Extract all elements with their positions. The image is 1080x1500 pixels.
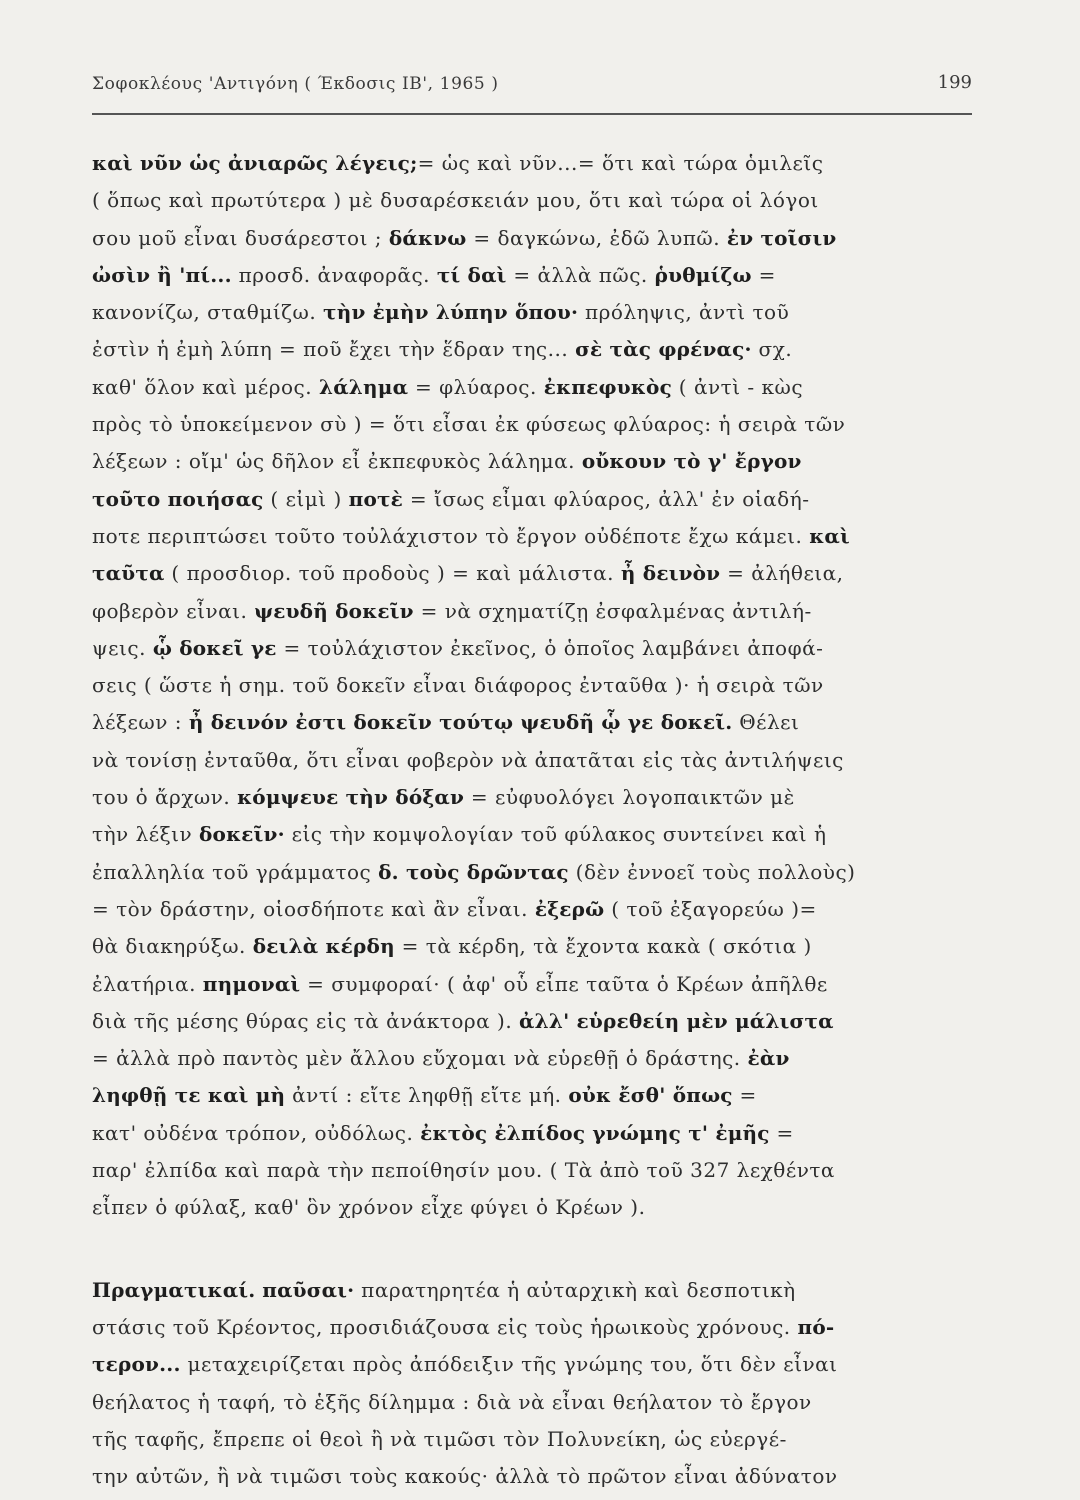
text-line (92, 1458, 972, 1495)
lemma-term: τὴν ἐμὴν λύπην ὅπου· (323, 300, 579, 325)
text-line (92, 1384, 972, 1421)
gloss-text: κανονίζω, σταθμίζω. (92, 300, 324, 325)
text-line (92, 779, 972, 816)
text-line (92, 1003, 972, 1040)
text-line (92, 555, 972, 592)
gloss-text: ἀντί : εἴτε ληφθῇ εἴτε μή. (285, 1083, 569, 1108)
gloss-text: πρὸς τὸ ὑποκείμενον σὺ ) = ὅτι εἶσαι ἐκ φύσεως φλύαρος: ἡ σειρὰ τῶν (92, 412, 846, 437)
gloss-text: λέξεων : οἴμ' ὡς δῆλον εἶ ἐκπεφυκὸς λάλημα. (92, 449, 582, 474)
lemma-term: ἐκτὸς ἐλπίδος γνώμης τ' ἐμῆς (420, 1120, 770, 1145)
text-line (92, 145, 972, 182)
gloss-text: ( τοῦ ἐξαγορεύω )= (604, 896, 817, 921)
lemma-term: ταῦτα (92, 561, 165, 586)
text-line (92, 1115, 972, 1152)
gloss-text: = ἴσως εἶμαι φλύαρος, ἀλλ' ἐν οἱαδή- (403, 486, 810, 511)
lemma-term: τί δαὶ (436, 262, 507, 287)
gloss-text: καθ' ὅλον καὶ μέρος. (92, 374, 319, 399)
text-line (92, 182, 972, 219)
text-line (92, 742, 972, 779)
gloss-text: Θέλει (732, 710, 800, 735)
text-line (92, 481, 972, 518)
gloss-text: = εὐφυολόγει λογοπαικτῶν μὲ (464, 785, 795, 810)
commentary-body (92, 145, 972, 1495)
lemma-term: δ. τοὺς δρῶντας (378, 859, 569, 884)
text-line (92, 854, 972, 891)
text-line (92, 1152, 972, 1189)
gloss-text: κατ' οὐδένα τρόπον, οὐδόλως. (92, 1120, 421, 1145)
gloss-text: ἐλατήρια. (92, 971, 203, 996)
lemma-term: τερον... (92, 1352, 181, 1377)
text-line (92, 369, 972, 406)
lemma-term: Πραγματικαί. (92, 1277, 256, 1302)
gloss-text: λέξεων : (92, 710, 189, 735)
text-line (92, 704, 972, 741)
lemma-term: ᾧ δοκεῖ γε (152, 635, 277, 660)
gloss-text: = τοὐλάχιστον ἐκεῖνος, ὁ ὁποῖος λαμβάνει ἀποφά- (276, 635, 824, 660)
lemma-term: ψευδῆ δοκεῖν (254, 598, 414, 623)
text-line (92, 1346, 972, 1383)
lemma-term: οὔκουν τὸ γ' ἔργον (581, 449, 802, 474)
text-line (92, 966, 972, 1003)
gloss-text: παρατηρητέα ἡ αὐταρχικὴ καὶ δεσποτικὴ (354, 1277, 796, 1302)
gloss-text: = (732, 1083, 757, 1108)
gloss-text: (δὲν ἐννοεῖ τοὺς πολλοὺς) (568, 859, 856, 884)
gloss-text: παρ' ἐλπίδα καὶ παρὰ τὴν πεποίθησίν μου. ( Τὰ ἀπὸ τοῦ 327 λεχθέντα (92, 1158, 835, 1183)
gloss-text: = ὡς καὶ νῦν...= ὅτι καὶ τώρα ὁμιλεῖς (417, 151, 824, 175)
gloss-text: ( εἰμὶ ) (263, 486, 349, 511)
text-line (92, 257, 972, 294)
lemma-term: ἐξερῶ (534, 896, 605, 921)
gloss-text: = ἀλήθεια, (720, 561, 844, 586)
gloss-text: = δαγκώνω, ἐδῶ λυπῶ. (466, 225, 727, 250)
lemma-term: ποτὲ (348, 486, 404, 511)
gloss-text: = νὰ σχηματίζῃ ἐσφαλμένας ἀντιλή- (413, 598, 812, 623)
lemma-term: ἐν τοῖσιν (726, 225, 837, 250)
lemma-term: ὠσὶν ἢ 'πί... (92, 262, 232, 287)
gloss-text: προσδ. ἀναφορᾶς. (231, 262, 437, 287)
lemma-term: ἦ δεινόν ἐστι δοκεῖν τούτῳ ψευδῆ ᾧ γε δοκεῖ. (188, 710, 733, 735)
lemma-term: παῦσαι· (262, 1277, 355, 1302)
text-line (92, 1040, 972, 1077)
text-line (92, 220, 972, 257)
text-line (92, 406, 972, 443)
lemma-term: πημοναὶ (202, 971, 301, 996)
lemma-term: λάλημα (318, 374, 409, 399)
gloss-text: διὰ τῆς μέσης θύρας εἰς τὰ ἀνάκτορα ). (92, 1008, 520, 1033)
lemma-term: σὲ τὰς φρένας· (575, 337, 752, 362)
gloss-text: = φλύαρος. (408, 374, 544, 399)
gloss-text: = ἀλλὰ πρὸ παντὸς μὲν ἄλλου εὔχομαι νὰ εὑρεθῇ ὁ δράστης. (92, 1046, 748, 1071)
lemma-term: τοῦτο ποιήσας (92, 486, 264, 511)
gloss-text: σχ. (751, 337, 793, 362)
lemma-term: καὶ νῦν ὡς ἀνιαρῶς λέγεις; (92, 151, 418, 175)
text-line (92, 593, 972, 630)
gloss-text: νὰ τονίσῃ ἐνταῦθα, ὅτι εἶναι φοβερὸν νὰ ἀπατᾶται εἰς τὰς ἀντιλήψεις (92, 747, 844, 772)
gloss-text: σου μοῦ εἶναι δυσάρεστοι ; (92, 225, 389, 250)
text-line (92, 1272, 972, 1309)
lemma-term: δοκεῖν· (198, 822, 285, 847)
text-line (92, 443, 972, 480)
gloss-text: = (769, 1120, 794, 1145)
gloss-text: τὴν λέξιν (92, 822, 199, 847)
text-line (92, 667, 972, 704)
lemma-term: ληφθῇ τε καὶ μὴ (92, 1083, 286, 1108)
lemma-term: ἀλλ' εὑρεθείη μὲν μάλιστα (519, 1008, 834, 1033)
gloss-text: εἶπεν ὁ φύλαξ, καθ' ὃν χρόνον εἶχε φύγει ὁ Κρέων ). (92, 1195, 646, 1220)
lemma-term: ἐὰν (747, 1046, 790, 1071)
gloss-text: ψεις. (92, 635, 153, 660)
text-line (92, 1077, 972, 1114)
gloss-text: τῆς ταφῆς, ἔπρεπε οἱ θεοὶ ἢ νὰ τιμῶσι τὸν Πολυνείκη, ὡς εὐεργέ- (92, 1426, 787, 1451)
gloss-text: ( προσδιορ. τοῦ προδοὺς ) = καὶ μάλιστα. (164, 561, 621, 586)
lemma-term: ῥυθμίζω (654, 262, 752, 287)
lemma-term: καὶ (809, 523, 850, 548)
gloss-text: ἐπαλληλία τοῦ γράμματος (92, 859, 379, 884)
running-head-title: Σοφοκλέους 'Αντιγόνη ( Έκδοσις ΙΒ', 1965 ) (92, 74, 499, 94)
lemma-term: ἦ δεινὸν (620, 561, 721, 586)
lemma-term: ἐκπεφυκὸς (543, 374, 672, 399)
paragraph (92, 1272, 972, 1496)
text-line (92, 331, 972, 368)
gloss-text: θεήλατος ἡ ταφή, τὸ ἑξῆς δίλημμα : διὰ νὰ εἶναι θεήλατον τὸ ἔργον (92, 1389, 812, 1414)
gloss-text: = τὰ κέρδη, τὰ ἔχοντα κακὰ ( σκότια ) (394, 934, 812, 959)
gloss-text: εἰς τὴν κομψολογίαν τοῦ φύλακος συντείνει καὶ ἡ (284, 822, 827, 847)
gloss-text: στάσις τοῦ Κρέοντος, προσιδιάζουσα εἰς τοὺς ἡρωικοὺς χρόνους. (92, 1314, 798, 1339)
gloss-text: ( ὅπως καὶ πρωτύτερα ) μὲ δυσαρέσκειάν μου, ὅτι καὶ τώρα οἱ λόγοι (92, 188, 819, 213)
gloss-text: ( ἀντὶ - κὼς (671, 374, 804, 399)
header-rule (92, 113, 972, 115)
text-line (92, 630, 972, 667)
lemma-term: κόμψευε τὴν δόξαν (237, 785, 465, 810)
gloss-text: μεταχειρίζεται πρὸς ἀπόδειξιν τῆς γνώμης του, ὅτι δὲν εἶναι (180, 1352, 838, 1377)
gloss-text: θὰ διακηρύξω. (92, 934, 253, 959)
text-line (92, 518, 972, 555)
paragraph (92, 145, 972, 1227)
gloss-text: ποτε περιπτώσει τοῦτο τοὐλάχιστον τὸ ἔργον οὐδέποτε ἔχω κάμει. (92, 523, 810, 548)
gloss-text: πρόληψις, ἀντὶ τοῦ (578, 300, 790, 325)
gloss-text: την αὐτῶν, ἢ νὰ τιμῶσι τοὺς κακούς· ἀλλὰ τὸ πρῶτον εἶναι ἀδύνατον (92, 1464, 838, 1489)
text-line (92, 1189, 972, 1226)
text-line (92, 928, 972, 965)
text-line (92, 816, 972, 853)
paragraph-gap (92, 1227, 972, 1272)
gloss-text: ἐστὶν ἡ ἐμὴ λύπη = ποῦ ἔχει τὴν ἕδραν της... (92, 337, 576, 362)
gloss-text: = συμφοραί· ( ἀφ' οὗ εἶπε ταῦτα ὁ Κρέων ἀπῆλθε (300, 971, 828, 996)
gloss-text: = ἀλλὰ πῶς. (506, 262, 655, 287)
running-header (92, 72, 972, 100)
text-line (92, 294, 972, 331)
text-line (92, 1421, 972, 1458)
gloss-text: = (751, 262, 776, 287)
gloss-text: φοβερὸν εἶναι. (92, 598, 255, 623)
lemma-term: δάκνω (388, 225, 467, 250)
page-number: 199 (937, 72, 972, 93)
lemma-term: οὐκ ἔσθ' ὅπως (568, 1083, 733, 1108)
lemma-term: πό- (797, 1314, 835, 1339)
text-line (92, 891, 972, 928)
lemma-term: δειλὰ κέρδη (252, 934, 395, 959)
gloss-text: = τὸν δράστην, οἱοσδήποτε καὶ ἂν εἶναι. (92, 896, 535, 921)
text-line (92, 1309, 972, 1346)
gloss-text: του ὁ ἄρχων. (92, 785, 238, 810)
gloss-text: σεις ( ὥστε ἡ σημ. τοῦ δοκεῖν εἶναι διάφορος ἐνταῦθα )· ἡ σειρὰ τῶν (92, 673, 824, 698)
